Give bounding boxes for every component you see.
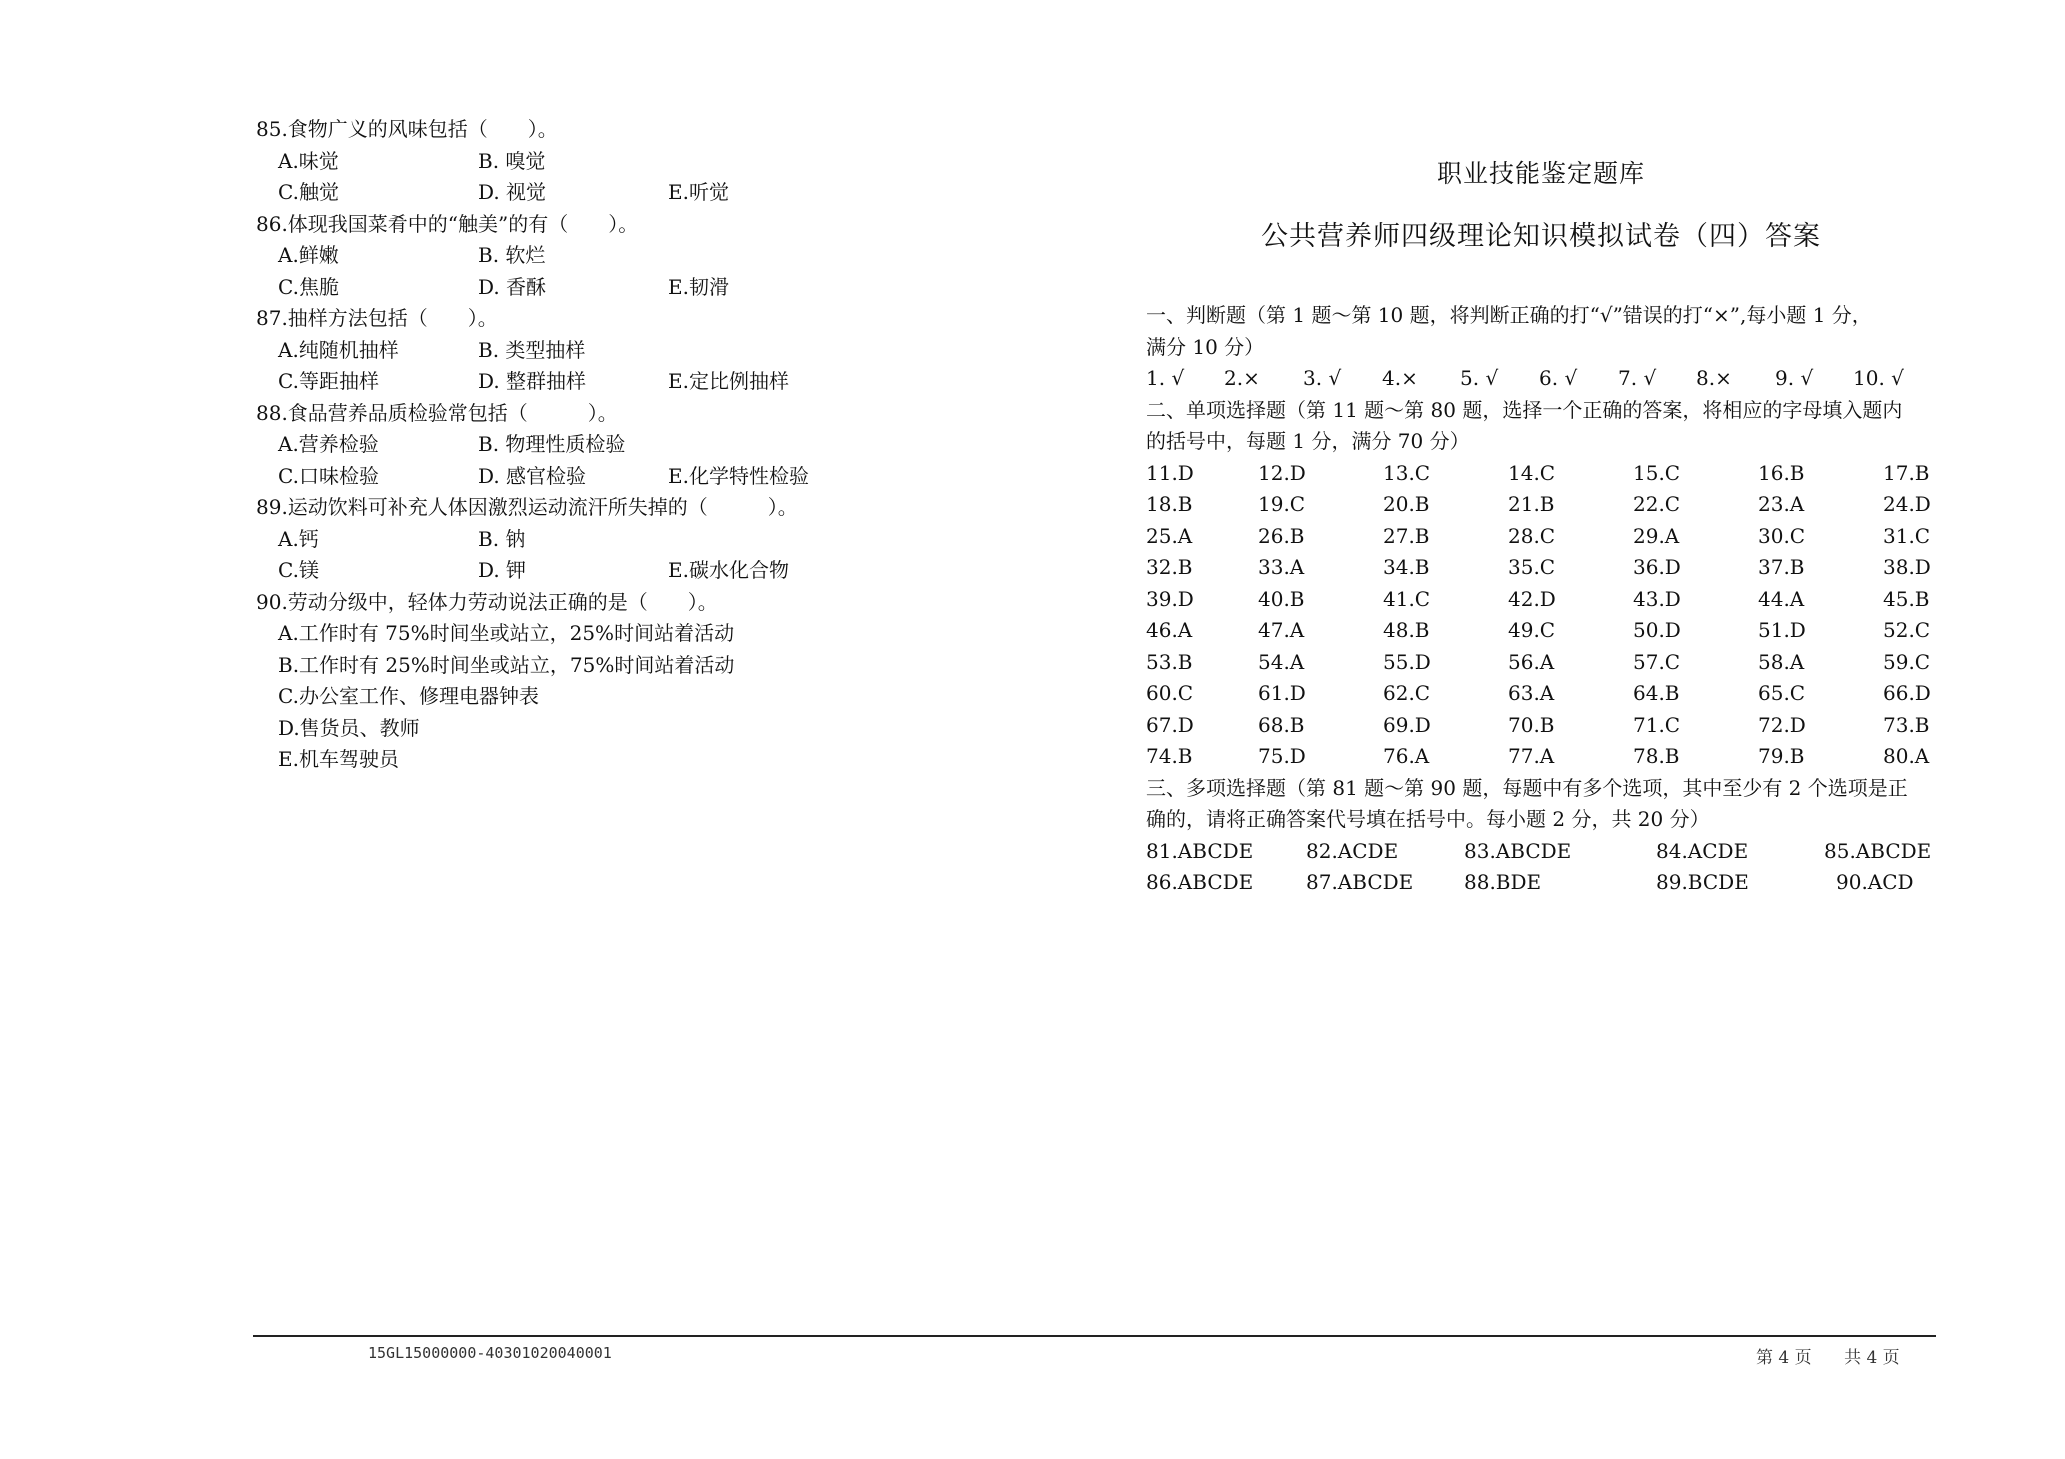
answer-row bbox=[1146, 521, 1936, 553]
choice-answer: 52.C bbox=[1883, 618, 1931, 642]
choice-answer: 76.A bbox=[1383, 744, 1430, 768]
tf-answer: 10. √ bbox=[1853, 366, 1904, 390]
question-stem: 89.运动饮料可补充人体因激烈运动流汗所失掉的（ ）。 bbox=[256, 495, 798, 519]
answer-row bbox=[1146, 458, 1936, 490]
option: E.化学特性检验 bbox=[668, 463, 809, 488]
option: D.售货员、教师 bbox=[278, 715, 420, 740]
choice-answer: 70.B bbox=[1508, 712, 1555, 737]
tf-answer: 5. √ bbox=[1460, 366, 1499, 390]
option: D. 整群抽样 bbox=[478, 369, 587, 393]
question-89 bbox=[256, 492, 876, 587]
section3-heading: 三、多项选择题（第 81 题～第 90 题，每题中有多个选项，其中至少有 2 个选项是正 bbox=[1146, 775, 1908, 800]
answer-row bbox=[1146, 836, 1936, 868]
choice-answer: 72.D bbox=[1758, 712, 1806, 737]
option: B. 类型抽样 bbox=[478, 337, 586, 362]
choice-answer: 13.C bbox=[1383, 460, 1431, 485]
answer-key-title: 职业技能鉴定题库 bbox=[1436, 159, 1645, 188]
page-total: 共 4 页 bbox=[1844, 1348, 1900, 1368]
option: C.口味检验 bbox=[278, 463, 379, 488]
answer-key-body bbox=[1146, 300, 1936, 899]
question-stem: 86.体现我国菜肴中的“触美”的有（ ）。 bbox=[256, 211, 639, 236]
choice-answer: 39.D bbox=[1146, 586, 1194, 611]
option: D. 香酥 bbox=[478, 274, 547, 299]
option: C.办公室工作、修理电器钟表 bbox=[278, 684, 539, 708]
choice-answer: 17.B bbox=[1883, 460, 1930, 485]
choice-answer: 71.C bbox=[1633, 712, 1681, 737]
choice-answer: 35.C bbox=[1508, 555, 1556, 579]
choice-answer: 57.C bbox=[1633, 649, 1681, 674]
choice-answer: 50.D bbox=[1633, 618, 1681, 642]
choice-answer: 24.D bbox=[1883, 492, 1931, 516]
option: B. 物理性质检验 bbox=[478, 432, 626, 456]
option: E.机车驾驶员 bbox=[278, 747, 399, 771]
option: D. 感官检验 bbox=[478, 463, 587, 488]
section3-answers bbox=[1146, 836, 1936, 899]
choice-answer: 68.B bbox=[1258, 712, 1305, 737]
questions-column bbox=[256, 114, 876, 776]
choice-answer: 36.D bbox=[1633, 555, 1681, 579]
option: C.等距抽样 bbox=[278, 369, 379, 393]
option: B. 嗅觉 bbox=[478, 148, 546, 173]
choice-answer: 61.D bbox=[1258, 681, 1306, 705]
question-88 bbox=[256, 398, 876, 493]
choice-answer: 31.C bbox=[1883, 523, 1931, 548]
option: E.韧滑 bbox=[668, 274, 729, 299]
multi-choice-answer: 81.ABCDE bbox=[1146, 838, 1254, 863]
multi-choice-answer: 84.ACDE bbox=[1656, 838, 1749, 863]
option: B. 软烂 bbox=[478, 243, 546, 267]
section2-heading-cont: 的括号中，每题 1 分，满分 70 分） bbox=[1146, 429, 1470, 453]
answer-row bbox=[1146, 584, 1936, 616]
question-87 bbox=[256, 303, 876, 398]
option-row bbox=[256, 650, 876, 682]
option: A.味觉 bbox=[278, 148, 339, 173]
choice-answer: 37.B bbox=[1758, 555, 1805, 579]
answer-row bbox=[1146, 741, 1936, 773]
choice-answer: 30.C bbox=[1758, 523, 1806, 548]
tf-answer: 8.× bbox=[1696, 366, 1732, 390]
multi-choice-answer: 90.ACD bbox=[1836, 870, 1914, 894]
tf-answer: 4.× bbox=[1382, 366, 1418, 390]
footer-code: 15GL15000000-40301020040001 bbox=[368, 1344, 612, 1362]
choice-answer: 21.B bbox=[1508, 492, 1555, 516]
choice-answer: 48.B bbox=[1383, 618, 1430, 642]
question-stem: 87.抽样方法包括（ ）。 bbox=[256, 306, 498, 330]
choice-answer: 34.B bbox=[1383, 555, 1430, 579]
choice-answer: 42.D bbox=[1508, 586, 1556, 611]
choice-answer: 62.C bbox=[1383, 681, 1431, 705]
answer-row bbox=[1146, 552, 1936, 584]
choice-answer: 78.B bbox=[1633, 744, 1680, 768]
multi-choice-answer: 86.ABCDE bbox=[1146, 870, 1254, 894]
choice-answer: 27.B bbox=[1383, 523, 1430, 548]
choice-answer: 40.B bbox=[1258, 586, 1305, 611]
choice-answer: 23.A bbox=[1758, 492, 1805, 516]
tf-answer: 1. √ bbox=[1146, 366, 1185, 390]
choice-answer: 47.A bbox=[1258, 618, 1305, 642]
choice-answer: 41.C bbox=[1383, 586, 1431, 611]
choice-answer: 49.C bbox=[1508, 618, 1556, 642]
option: A.工作时有 75%时间坐或站立，25%时间站着活动 bbox=[278, 621, 735, 645]
section2-heading: 二、单项选择题（第 11 题～第 80 题，选择一个正确的答案，将相应的字母填入题内 bbox=[1146, 397, 1903, 422]
option: E.碳水化合物 bbox=[668, 558, 789, 582]
footer-divider bbox=[253, 1335, 1936, 1337]
option: A.纯随机抽样 bbox=[278, 337, 399, 362]
choice-answer: 38.D bbox=[1883, 555, 1931, 579]
option: E.听觉 bbox=[668, 180, 729, 204]
choice-answer: 20.B bbox=[1383, 492, 1430, 516]
tf-answer: 9. √ bbox=[1775, 366, 1814, 390]
choice-answer: 29.A bbox=[1633, 523, 1680, 548]
section1-heading-cont: 满分 10 分） bbox=[1146, 334, 1265, 359]
choice-answer: 28.C bbox=[1508, 523, 1556, 548]
option-row bbox=[256, 461, 876, 493]
section2-answers bbox=[1146, 458, 1936, 773]
choice-answer: 59.C bbox=[1883, 649, 1931, 674]
choice-answer: 26.B bbox=[1258, 523, 1305, 548]
choice-answer: 60.C bbox=[1146, 681, 1194, 705]
choice-answer: 80.A bbox=[1883, 744, 1930, 768]
answer-row bbox=[1146, 867, 1936, 899]
choice-answer: 44.A bbox=[1758, 586, 1805, 611]
page-current: 第 4 页 bbox=[1756, 1348, 1812, 1368]
choice-answer: 54.A bbox=[1258, 649, 1305, 674]
choice-answer: 74.B bbox=[1146, 744, 1193, 768]
choice-answer: 11.D bbox=[1146, 460, 1194, 485]
choice-answer: 56.A bbox=[1508, 649, 1555, 674]
option: C.触觉 bbox=[278, 180, 339, 204]
choice-answer: 22.C bbox=[1633, 492, 1681, 516]
question-stem: 85.食物广义的风味包括（ ）。 bbox=[256, 117, 558, 141]
choice-answer: 64.B bbox=[1633, 681, 1680, 705]
section1-heading: 一、判断题（第 1 题～第 10 题，将判断正确的打“√”错误的打“×”,每小题 1 分， bbox=[1146, 303, 1872, 327]
choice-answer: 19.C bbox=[1258, 492, 1306, 516]
tf-answer: 7. √ bbox=[1618, 366, 1657, 390]
option: D. 钾 bbox=[478, 558, 527, 582]
choice-answer: 25.A bbox=[1146, 523, 1193, 548]
multi-choice-answer: 82.ACDE bbox=[1306, 838, 1399, 863]
choice-answer: 73.B bbox=[1883, 712, 1930, 737]
option-row bbox=[256, 744, 876, 776]
question-stem: 90.劳动分级中，轻体力劳动说法正确的是（ ）。 bbox=[256, 589, 718, 614]
option-row bbox=[256, 618, 876, 650]
choice-answer: 66.D bbox=[1883, 681, 1931, 705]
tf-answer: 3. √ bbox=[1303, 366, 1342, 390]
option: C.镁 bbox=[278, 558, 319, 582]
multi-choice-answer: 87.ABCDE bbox=[1306, 870, 1414, 894]
answer-row bbox=[1146, 647, 1936, 679]
choice-answer: 75.D bbox=[1258, 744, 1306, 768]
answer-row bbox=[1146, 710, 1936, 742]
section3-heading-cont: 确的，请将正确答案代号填在括号中。每小题 2 分，共 20 分） bbox=[1146, 807, 1710, 831]
option-row bbox=[256, 177, 876, 209]
choice-answer: 79.B bbox=[1758, 744, 1805, 768]
option-row bbox=[256, 524, 876, 556]
question-90 bbox=[256, 587, 876, 776]
choice-answer: 12.D bbox=[1258, 460, 1306, 485]
answer-row bbox=[1146, 615, 1936, 647]
multi-choice-answer: 83.ABCDE bbox=[1464, 838, 1572, 863]
option-row bbox=[256, 272, 876, 304]
choice-answer: 51.D bbox=[1758, 618, 1806, 642]
choice-answer: 67.D bbox=[1146, 712, 1194, 737]
option-row bbox=[256, 335, 876, 367]
choice-answer: 77.A bbox=[1508, 744, 1555, 768]
choice-answer: 43.D bbox=[1633, 586, 1681, 611]
option-row bbox=[256, 146, 876, 178]
option: D. 视觉 bbox=[478, 180, 547, 204]
tf-answer: 6. √ bbox=[1539, 366, 1578, 390]
choice-answer: 32.B bbox=[1146, 555, 1193, 579]
footer-page-number bbox=[1756, 1343, 1900, 1368]
option: E.定比例抽样 bbox=[668, 369, 789, 393]
choice-answer: 18.B bbox=[1146, 492, 1193, 516]
question-86 bbox=[256, 209, 876, 304]
option: C.焦脆 bbox=[278, 274, 339, 299]
multi-choice-answer: 85.ABCDE bbox=[1824, 838, 1932, 863]
option-row bbox=[256, 713, 876, 745]
multi-choice-answer: 89.BCDE bbox=[1656, 870, 1749, 894]
option-row bbox=[256, 681, 876, 713]
option: A.营养检验 bbox=[278, 432, 379, 456]
choice-answer: 55.D bbox=[1383, 649, 1431, 674]
answer-row bbox=[1146, 489, 1936, 521]
choice-answer: 15.C bbox=[1633, 460, 1681, 485]
option: B. 钠 bbox=[478, 526, 526, 551]
option: A.钙 bbox=[278, 526, 319, 551]
option-row bbox=[256, 366, 876, 398]
multi-choice-answer: 88.BDE bbox=[1464, 870, 1542, 894]
option-row bbox=[256, 429, 876, 461]
option: B.工作时有 25%时间坐或站立，75%时间站着活动 bbox=[278, 652, 735, 677]
option-row bbox=[256, 240, 876, 272]
choice-answer: 63.A bbox=[1508, 681, 1555, 705]
question-stem: 88.食品营养品质检验常包括（ ）。 bbox=[256, 400, 618, 425]
choice-answer: 58.A bbox=[1758, 649, 1805, 674]
choice-answer: 69.D bbox=[1383, 712, 1431, 737]
section1-answers bbox=[1146, 363, 1936, 395]
choice-answer: 33.A bbox=[1258, 555, 1305, 579]
answer-key-subtitle: 公共营养师四级理论知识模拟试卷（四）答案 bbox=[1261, 221, 1821, 252]
option: A.鲜嫩 bbox=[278, 243, 339, 267]
choice-answer: 65.C bbox=[1758, 681, 1806, 705]
choice-answer: 16.B bbox=[1758, 460, 1805, 485]
choice-answer: 45.B bbox=[1883, 586, 1930, 611]
option-row bbox=[256, 555, 876, 587]
answer-row bbox=[1146, 678, 1936, 710]
tf-answer: 2.× bbox=[1224, 366, 1260, 390]
question-85 bbox=[256, 114, 876, 209]
choice-answer: 14.C bbox=[1508, 460, 1556, 485]
choice-answer: 46.A bbox=[1146, 618, 1193, 642]
choice-answer: 53.B bbox=[1146, 649, 1193, 674]
